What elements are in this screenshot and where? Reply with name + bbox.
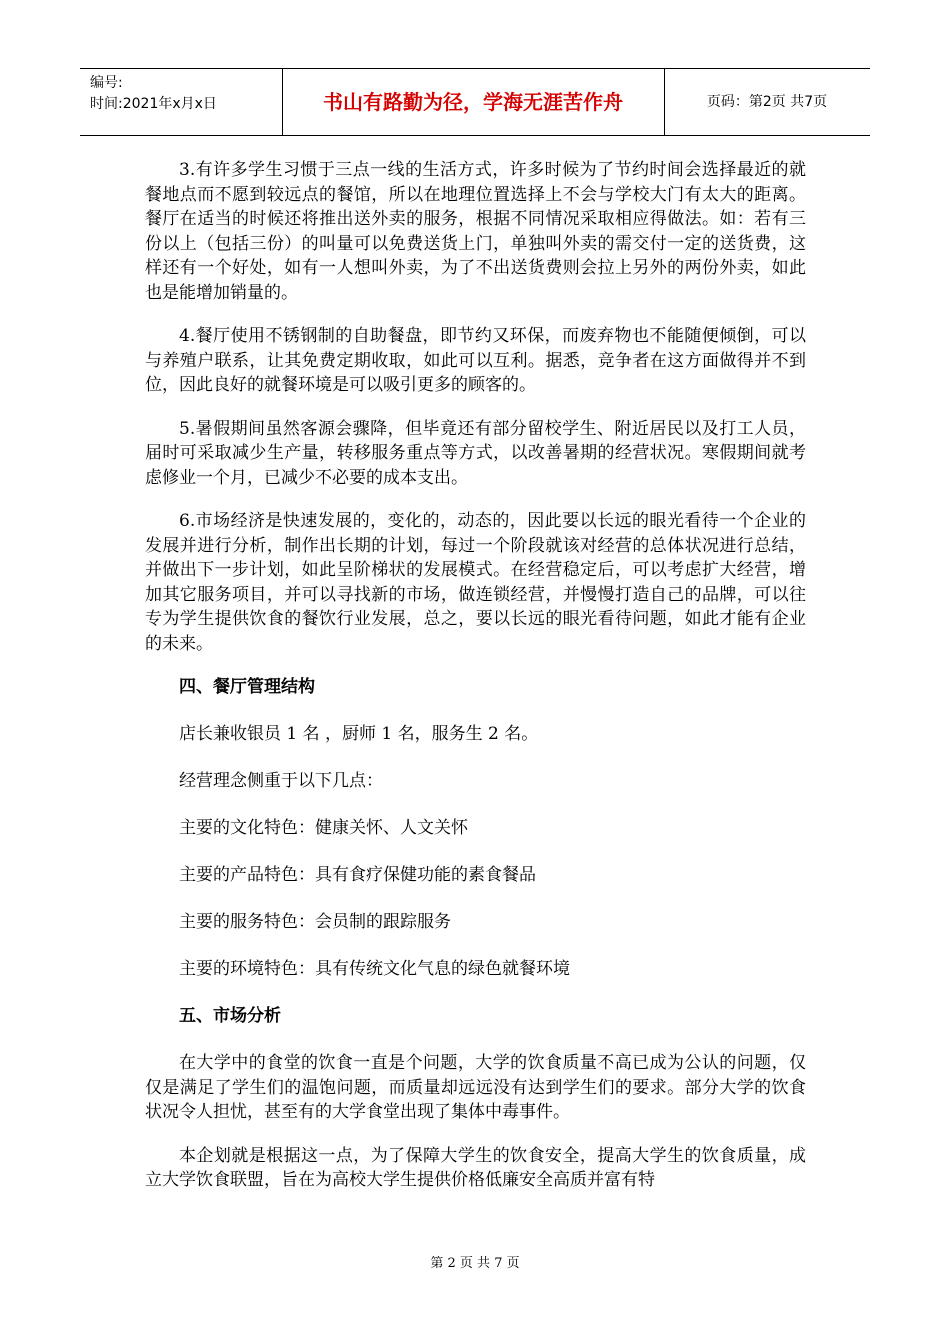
paragraph-4: 4.餐厅使用不锈钢制的自助餐盘，即节约又环保，而废弃物也不能随便倾倒，可以与养殖户联系，让其免费定期收取，如此可以互利。据悉，竞争者在这方面做得并不到位，因此良好的就餐环境是可以吸引更多的顾客的。 xyxy=(145,326,806,395)
header-motto: 书山有路勤为径，学海无涯苦作舟 xyxy=(323,90,623,114)
market-paragraph-1: 在大学中的食堂的饮食一直是个问题，大学的饮食质量不高已成为公认的问题，仅仅是满足了学生们的温饱问题，而质量却远远没有达到学生们的要求。部分大学的饮食状况令人担忧，甚至有的大学食堂出现了集体中毒事件。 xyxy=(145,1053,806,1122)
header-time-label: 时间:2021年x月x日 xyxy=(90,96,217,112)
page-header xyxy=(80,68,870,136)
section-4-heading: 四、餐厅管理结构 xyxy=(179,677,315,697)
paragraph-5: 5.暑假期间虽然客源会骤降，但毕竟还有部分留校学生、附近居民以及打工人员，届时可采取减少生产量，转移服务重点等方式，以改善暑期的经营状况。寒假期间就考虑修业一个月，已减少不必要的成本支出。 xyxy=(145,418,806,488)
section-5-heading: 五、市场分析 xyxy=(179,1006,281,1026)
culture-feature: 主要的文化特色：健康关怀、人文关怀 xyxy=(179,818,468,838)
philosophy-intro: 经营理念侧重于以下几点： xyxy=(179,771,383,791)
market-paragraph-2: 本企划就是根据这一点，为了保障大学生的饮食安全，提高大学生的饮食质量，成立大学饮食联盟，旨在为高校大学生提供价格低廉安全高质并富有特 xyxy=(145,1145,806,1190)
header-page-info: 页码：第2页 共7页 xyxy=(706,94,828,110)
header-meta xyxy=(90,73,217,115)
document-body xyxy=(145,158,806,1212)
paragraph-3: 3.有许多学生习惯于三点一线的生活方式，许多时候为了节约时间会选择最近的就餐地点而不愿到较远点的餐馆，所以在地理位置选择上不会与学校大门有太大的距离。餐厅在适当的时候还将推出送外卖的服务，根据不同情况采取相应得做法。如：若有三份以上（包括三份）的叫量可以免费送货上门，单独叫外卖的需交付一定的送货费，这样还有一个好处，如有一人想叫外卖，为了不出送货费则会拉上另外的两份外卖，如此也是能增加销量的。 xyxy=(145,160,806,303)
paragraph-6: 6.市场经济是快速发展的，变化的，动态的，因此要以长远的眼光看待一个企业的发展并进行分析，制作出长期的计划，每过一个阶段就该对经营的总体状况进行总结，并做出下一步计划，如此呈阶梯状的发展模式。在经营稳定后，可以考虑扩大经营，增加其它服务项目，并可以寻找新的市场，做连锁经营，并慢慢打造自己的品牌，可以往专为学生提供饮食的餐饮行业发展，总之，要以长远的眼光看待问题，如此才能有企业的未来。 xyxy=(145,511,806,654)
page-footer: 第 2 页 共 7 页 xyxy=(430,1256,520,1271)
staff-line: 店长兼收银员 1 名 ，厨师 1 名，服务生 2 名。 xyxy=(179,724,539,744)
service-feature: 主要的服务特色：会员制的跟踪服务 xyxy=(179,912,451,932)
environment-feature: 主要的环境特色：具有传统文化气息的绿色就餐环境 xyxy=(179,959,570,979)
product-feature: 主要的产品特色：具有食疗保健功能的素食餐品 xyxy=(179,865,536,885)
header-number-label: 编号: xyxy=(90,75,123,91)
